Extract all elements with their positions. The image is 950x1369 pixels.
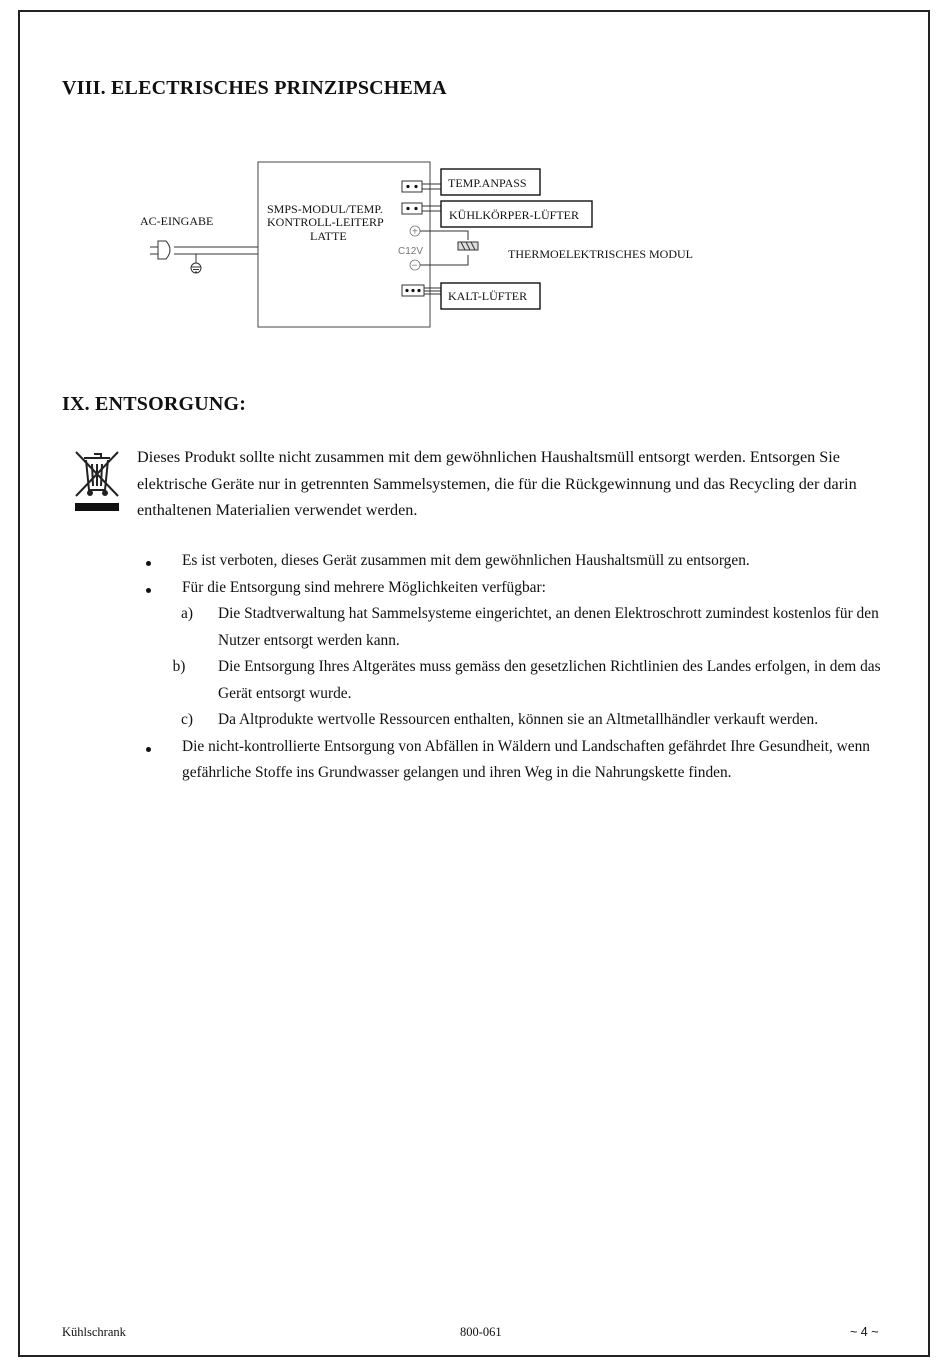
sub-marker-a: a) [181, 605, 193, 622]
cold-fan-label: KALT-LÜFTER [448, 289, 528, 303]
disposal-intro-text: Dieses Produkt sollte nicht zusammen mit dem gewöhnlichen Haushaltsmüll entsorgt werden. Entsorgen Sie elektrische Geräte nur in getrennten Sammelsystemen, die für die Rückgewinnung und das Recycling der darin enthaltenen Materialien verwendet werden. [137, 448, 857, 519]
sub-marker-b: b) [172, 658, 186, 675]
module-label-line2: KONTROLL-LEITERP [267, 215, 384, 229]
module-label-line3: LATTE [310, 229, 347, 243]
power-plug-icon [150, 241, 258, 263]
sub-list-item [140, 707, 910, 734]
bullet-text-3: Die nicht-kontrollierte Entsorgung von Abfällen in Wäldern und Landschaften gefährdet Ihre Gesundheit, wenn gefährliche Stoffe ins Grundwasser gelangen und ihren Weg in die Nahrungskette finden. [182, 737, 870, 781]
sub-list-item [140, 601, 910, 654]
bullet-text-2: Für die Entsorgung sind mehrere Möglichkeiten verfügbar: [182, 578, 546, 596]
sub-text-a: Die Stadtverwaltung hat Sammelsysteme eingerichtet, an denen Elektroschrott zumindest kostenlos für den Nutzer entsorgt werden kann. [218, 605, 879, 649]
bullet-text-1: Es ist verboten, dieses Gerät zusammen mit dem gewöhnlichen Haushaltsmüll zu entsorgen. [182, 552, 750, 569]
thermoelectric-module-icon [458, 242, 478, 250]
heatsink-fan-label: KÜHLKÖRPER-LÜFTER [449, 208, 580, 222]
crossed-out-wheelie-bin-icon [70, 446, 124, 516]
section-8-title: VIII. ELECTRISCHES PRINZIPSCHEMA [62, 77, 447, 99]
heatsink-fan-connector [402, 203, 422, 214]
temp-connector [402, 181, 422, 192]
module-label-line1: SMPS-MODUL/TEMP. [267, 202, 383, 216]
footer-model-number: 800-061 [460, 1325, 502, 1339]
disposal-list [140, 548, 910, 787]
ac-input-label: AC-EINGABE [140, 214, 214, 228]
thermo-module-label: THERMOELEKTRISCHES MODUL [508, 247, 693, 261]
list-item [140, 575, 910, 602]
sub-list-item [140, 654, 910, 707]
plus-sign: + [412, 226, 418, 238]
list-item [140, 548, 910, 575]
sub-marker-c: c) [181, 711, 193, 728]
sub-text-c: Da Altprodukte wertvolle Ressourcen enthalten, können sie an Altmetallhändler verkauft werden. [218, 711, 819, 728]
minus-sign: − [411, 260, 418, 272]
wiring-diagram [130, 155, 730, 345]
footer-page-number: ~ 4 ~ [850, 1325, 879, 1339]
ground-symbol-icon [191, 263, 201, 273]
sub-text-b: Die Entsorgung Ihres Altgerätes muss gemäss den gesetzlichen Richtlinien des Landes erfolgen, in dem das Gerät entsorgt wurde. [218, 658, 881, 702]
temp-adjust-label: TEMP.ANPASS [448, 176, 527, 190]
list-item [140, 734, 910, 787]
section-9-title: IX. ENTSORGUNG: [62, 393, 247, 415]
footer-product-name: Kühlschrank [62, 1325, 126, 1339]
voltage-label: C12V [398, 246, 424, 257]
